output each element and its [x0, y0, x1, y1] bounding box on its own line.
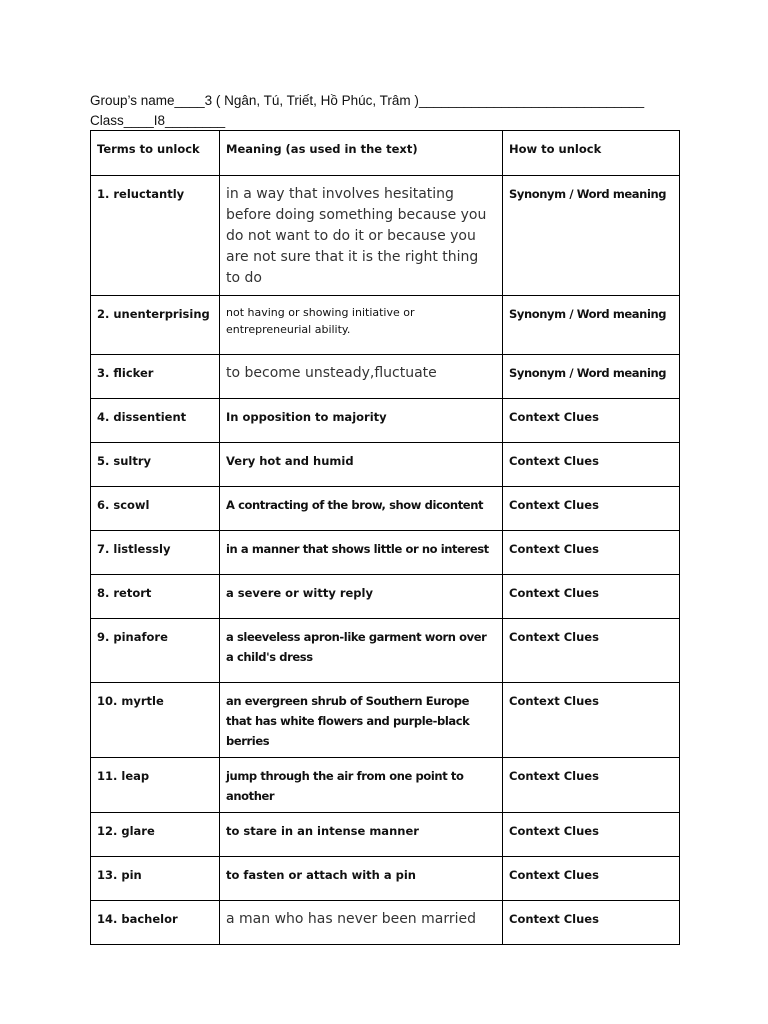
method-cell: Synonym / Word meaning — [503, 296, 680, 355]
term-cell: 9. pinafore — [91, 619, 220, 683]
meaning-cell: an evergreen shrub of Southern Europe that has white flowers and purple-black berries — [220, 683, 503, 758]
table-row — [91, 901, 680, 945]
table-row — [91, 355, 680, 399]
table-row — [91, 575, 680, 619]
table-row — [91, 683, 680, 758]
table-row — [91, 758, 680, 813]
table-row — [91, 619, 680, 683]
term-cell: 14. bachelor — [91, 901, 220, 945]
method-cell: Synonym / Word meaning — [503, 355, 680, 399]
term-cell: 2. unenterprising — [91, 296, 220, 355]
table-row — [91, 813, 680, 857]
method-cell: Context Clues — [503, 531, 680, 575]
term-cell: 5. sultry — [91, 443, 220, 487]
table-row — [91, 296, 680, 355]
term-cell: 10. myrtle — [91, 683, 220, 758]
vocabulary-table — [90, 130, 680, 945]
method-cell: Context Clues — [503, 575, 680, 619]
meaning-cell: In opposition to majority — [220, 399, 503, 443]
meaning-cell: in a way that involves hesitating before doing something because you do not want to do it or because you are not sure that it is the right thing to do — [220, 176, 503, 296]
method-cell: Context Clues — [503, 399, 680, 443]
meaning-cell: to stare in an intense manner — [220, 813, 503, 857]
column-header-method: How to unlock — [503, 131, 680, 176]
meaning-cell: to become unsteady,fluctuate — [220, 355, 503, 399]
term-cell: 3. flicker — [91, 355, 220, 399]
term-cell: 4. dissentient — [91, 399, 220, 443]
meaning-cell: a sleeveless apron-like garment worn over a child's dress — [220, 619, 503, 683]
group-name-line: Group’s name____3 ( Ngân, Tú, Triết, Hồ Phúc, Trâm )______________________________ — [90, 93, 645, 108]
table-header-row — [91, 131, 680, 176]
method-cell: Context Clues — [503, 901, 680, 945]
table-row — [91, 857, 680, 901]
term-cell: 12. glare — [91, 813, 220, 857]
class-line: Class____I8________ — [90, 113, 226, 128]
table-row — [91, 443, 680, 487]
term-cell: 8. retort — [91, 575, 220, 619]
method-cell: Context Clues — [503, 857, 680, 901]
column-header-terms: Terms to unlock — [91, 131, 220, 176]
term-cell: 13. pin — [91, 857, 220, 901]
table-row — [91, 399, 680, 443]
method-cell: Context Clues — [503, 443, 680, 487]
table-row — [91, 531, 680, 575]
table-row — [91, 487, 680, 531]
meaning-cell: A contracting of the brow, show dicontent — [220, 487, 503, 531]
meaning-cell: a man who has never been married — [220, 901, 503, 945]
meaning-cell: to fasten or attach with a pin — [220, 857, 503, 901]
method-cell: Context Clues — [503, 619, 680, 683]
term-cell: 1. reluctantly — [91, 176, 220, 296]
meaning-cell: jump through the air from one point to another — [220, 758, 503, 813]
term-cell: 6. scowl — [91, 487, 220, 531]
column-header-meaning: Meaning (as used in the text) — [220, 131, 503, 176]
method-cell: Context Clues — [503, 683, 680, 758]
method-cell: Synonym / Word meaning — [503, 176, 680, 296]
meaning-cell: in a manner that shows little or no interest — [220, 531, 503, 575]
term-cell: 11. leap — [91, 758, 220, 813]
meaning-cell: a severe or witty reply — [220, 575, 503, 619]
method-cell: Context Clues — [503, 487, 680, 531]
table-row — [91, 176, 680, 296]
term-cell: 7. listlessly — [91, 531, 220, 575]
method-cell: Context Clues — [503, 813, 680, 857]
meaning-cell: not having or showing initiative or entrepreneurial ability. — [220, 296, 503, 355]
method-cell: Context Clues — [503, 758, 680, 813]
meaning-cell: Very hot and humid — [220, 443, 503, 487]
